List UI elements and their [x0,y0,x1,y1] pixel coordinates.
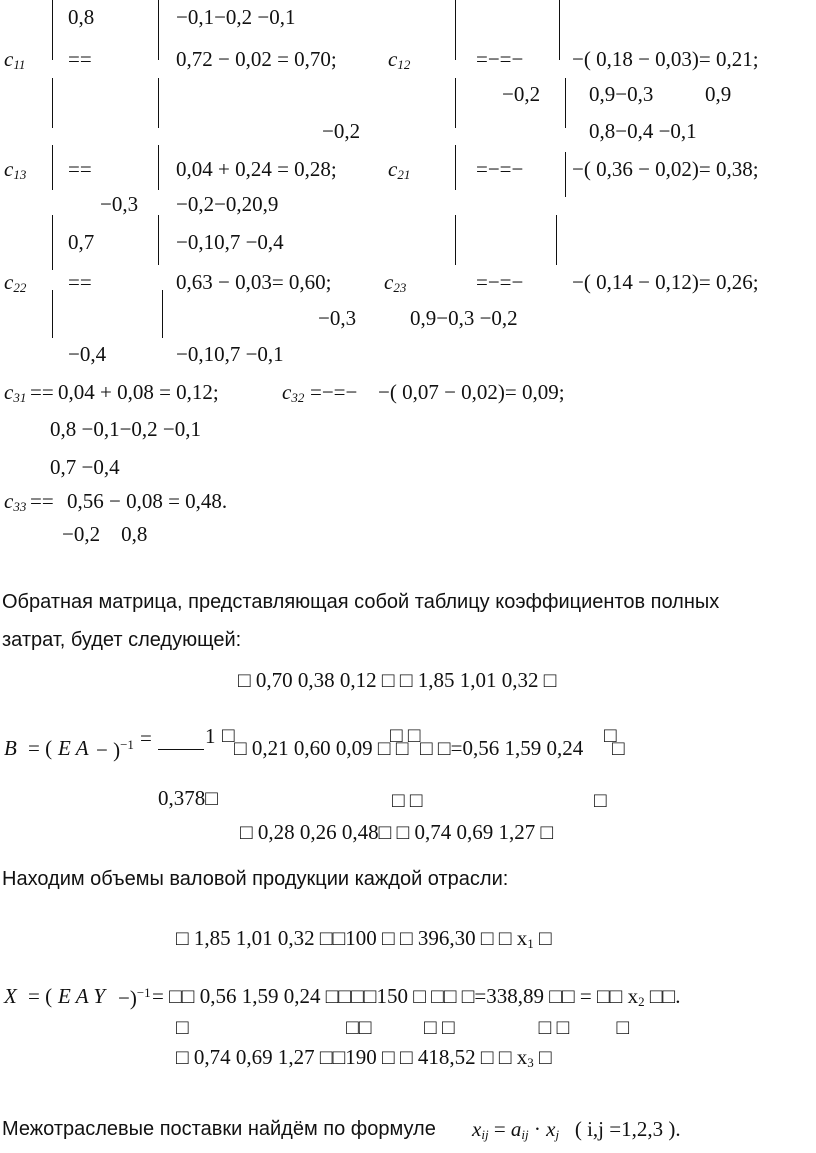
c31-expression: 0,04 + 0,08 = 0,12; [58,380,219,404]
c13-symbol: $c_{13}$ [4,157,27,182]
inverse-mid-row: □ 0,21 0,60 0,09 □ □ [234,736,409,760]
det-bar [455,215,456,265]
c31-top-b: −0,10,7 −0,1 [176,342,284,366]
inverse-row-3-boxes: □ □ [392,788,423,812]
paragraph-line: Обратная матрица, представляющая собой таблицу коэффициентов полных [2,591,720,613]
c31-equals: == [30,380,54,404]
c11-equals: == [68,47,92,71]
det-bar [565,78,566,128]
c32-expression: −( 0,07 − 0,02)= 0,09; [378,380,565,404]
det-bar [52,78,53,128]
c12-expression: −( 0,18 − 0,03)= 0,21; [572,47,759,71]
det-bar [455,0,456,60]
inverse-mid-tail: □ [612,736,625,760]
c33-symbol: $c_{33}$ [4,489,27,514]
c11-top-b: −0,1−0,2 −0,1 [176,5,296,29]
inverse-lhs-eq: = ( [28,736,53,760]
gross-lhs-eay: E A Y [58,984,106,1008]
det-bar [158,215,159,265]
det-bar [565,152,566,197]
supply-formula: $x_{ij} = a_{ij} \cdot x_j$ ( i,j =1,2,3 ). [472,1117,681,1142]
c13-bot-b: −0,2−0,20,9 [176,192,279,216]
c22-top-b: −0,10,7 −0,4 [176,230,284,254]
det-bar [52,215,53,270]
paragraph-line: Межотраслевые поставки найдём по формуле [2,1118,442,1140]
c23-bot-a: 0,9−0,3 −0,2 [410,306,518,330]
inverse-lhs-minus: − )$^{-1}$ [96,737,134,762]
c31-symbol: $c_{31}$ [4,380,27,405]
gross-row-1: □ 1,85 1,01 0,32 □□100 □ □ 396,30 □ □ $x_1$ □ [176,926,552,951]
c32-equals: =−=− [310,380,358,404]
paragraph-line: Находим объемы валовой продукции каждой отрасли: [2,868,509,890]
inverse-mid-row-b: □ □=0,56 1,59 0,24 [420,736,584,760]
c21-equals: =−=− [476,157,524,181]
gross-lhs-minus: −)$^{-1}$ [118,985,151,1010]
gross-row-2: = □□ 0,56 1,59 0,24 □□□□150 □ □□ □=338,89 □□ = □□ $x_2$ □□. [152,984,681,1009]
c21-symbol: $c_{21}$ [388,157,411,182]
inverse-row-4: □ 0,28 0,26 0,48□ □ 0,74 0,69 1,27 □ [240,820,554,844]
c23-expression: −( 0,14 − 0,12)= 0,26; [572,270,759,294]
det-bar [455,145,456,190]
det-bar [162,290,163,338]
c33-equals: == [30,489,54,513]
inverse-lhs-ea: E A [58,736,89,760]
c33-bot-a: −0,2 0,8 [62,522,148,546]
c31-top-a: −0,4 [68,342,107,366]
c23-equals: =−=− [476,270,524,294]
det-bar [556,215,557,265]
gross-row-4: □ 0,74 0,69 1,27 □□190 □ □ 418,52 □ □ $x_3$ □ [176,1045,552,1070]
inverse-fraction-line [158,749,204,750]
c22-expression: 0,63 − 0,03= 0,60; [176,270,332,294]
inverse-row-3-box-right: □ [594,788,607,812]
c13-bot-a: −0,3 [100,192,139,216]
c12-equals: =−=− [476,47,524,71]
det-bar [559,0,560,60]
c12-bot-c: 0,9 [705,82,732,106]
c11-expression: 0,72 − 0,02 = 0,70; [176,47,337,71]
c23-symbol: $c_{23}$ [384,270,407,295]
gross-lhs-paren: = ( [28,984,53,1008]
c22-top-a: 0,7 [68,230,95,254]
c12-symbol: $c_{12}$ [388,47,411,72]
det-bar [158,78,159,128]
inverse-lhs-b: B [4,736,17,760]
inverse-row-1: □ 0,70 0,38 0,12 □ □ 1,85 1,01 0,32 □ [238,668,557,692]
inverse-box: □ [604,723,617,747]
c13-expression: 0,04 + 0,24 = 0,28; [176,157,337,181]
c32-bot-a: 0,8 −0,1−0,2 −0,1 [50,417,202,441]
det-bar [158,0,159,60]
c12-bot-a: −0,2 [502,82,541,106]
det-bar [52,145,53,190]
gross-row-3: □ □□ □ □ □ □ □ [176,1015,630,1039]
inverse-box: □ [222,723,235,747]
c13-top-a: −0,2 [322,119,361,143]
c11-top-a: 0,8 [68,5,95,29]
paragraph-line: затрат, будет следующей: [2,629,242,651]
gross-lhs-x: X [4,984,17,1008]
det-bar [52,290,53,338]
inverse-fraction-numerator: 1 [205,724,216,748]
c33-top-a: 0,7 −0,4 [50,455,120,479]
inverse-lhs-eq2: = [140,726,152,750]
c33-expression: 0,56 − 0,08 = 0,48. [67,489,228,513]
c21-expression: −( 0,36 − 0,02)= 0,38; [572,157,759,181]
c21-top-a: 0,8−0,4 −0,1 [589,119,697,143]
c13-equals: == [68,157,92,181]
det-bar [52,0,53,60]
c22-symbol: $c_{22}$ [4,270,27,295]
inverse-box: □ □ [390,723,421,747]
det-bar [158,145,159,190]
c32-symbol: $c_{32}$ [282,380,305,405]
inverse-denominator: 0,378□ [158,786,218,810]
c22-bot-a: −0,3 [318,306,357,330]
c22-equals: == [68,270,92,294]
c11-symbol: $c_{11}$ [4,47,26,72]
c12-bot-b: 0,9−0,3 [589,82,654,106]
det-bar [455,78,456,128]
